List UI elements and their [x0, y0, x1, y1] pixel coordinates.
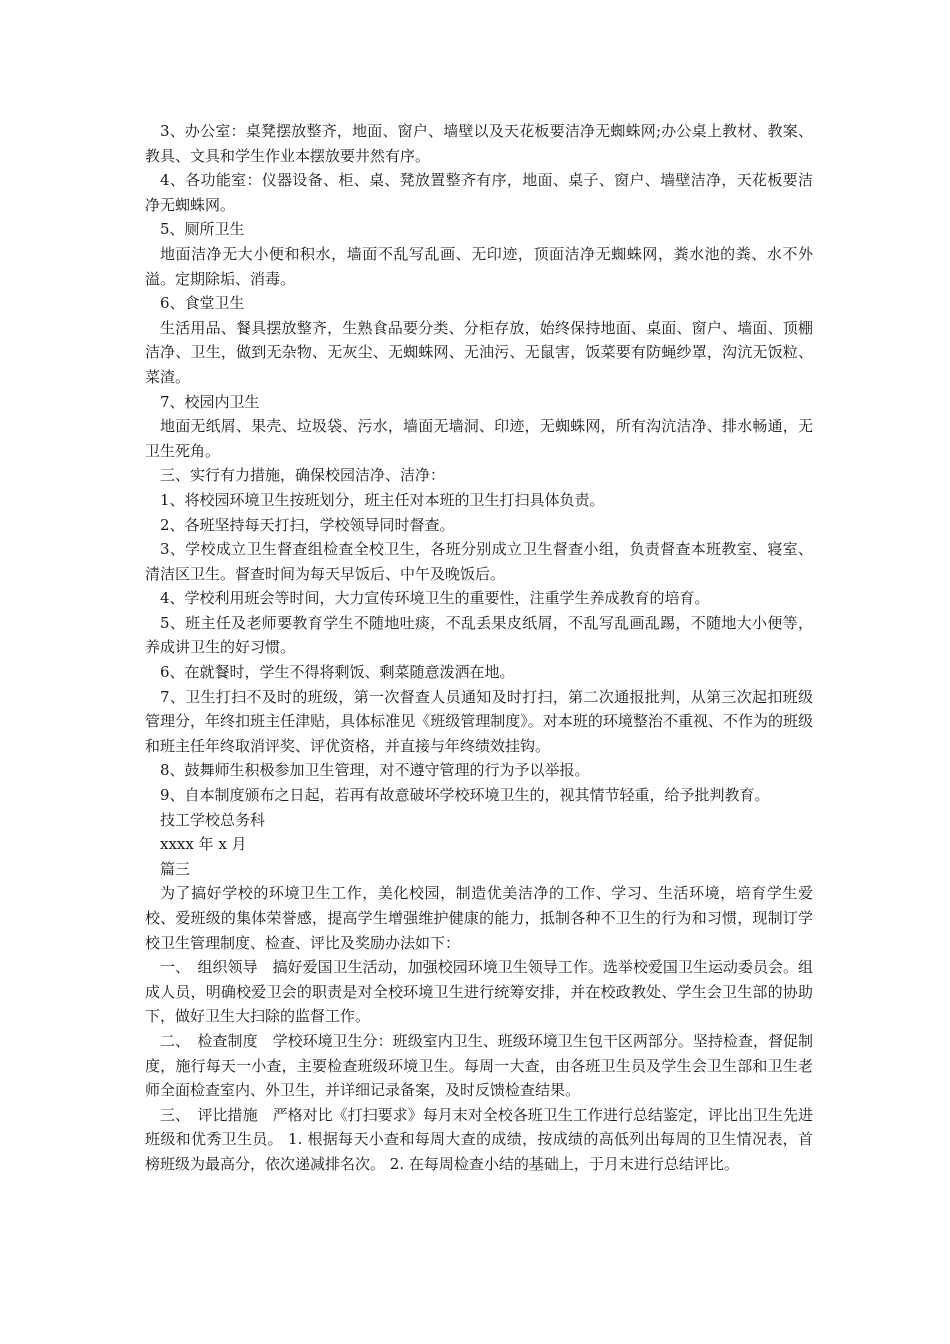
signature-date: xxxx 年 x 月 [160, 835, 247, 854]
paragraph: 三、 评比措施 严格对比《打扫要求》每月末对全校各班卫生工作进行总结鉴定，评比出卫生先进班级和优秀卫生员。 1. 根据每天小查和每周大查的成绩，按成绩的高低列出每周的卫生情况表，首榜班级为最高分，依次递减排名次。 2. 在每周检查小结的基础上，于月末进行总结评比。 [145, 1105, 813, 1173]
paragraph: 4、各功能室：仪器设备、柜、桌、凳放置整齐有序，地面、桌子、窗户、墙壁洁净，天花板要洁净无蜘蛛网。 [145, 171, 813, 214]
list-item: 3、学校成立卫生督查组检查全校卫生，各班分别成立卫生督查小组，负责督查本班教室、寝室、清洁区卫生。督查时间为每天早饭后、中午及晚饭后。 [145, 540, 813, 583]
section-heading: 5、厕所卫生 [160, 220, 245, 239]
signature-department: 技工学校总务科 [160, 810, 266, 829]
section-heading: 7、校园内卫生 [160, 392, 260, 411]
document-body [145, 119, 813, 1177]
list-item: 2、各班坚持每天打扫，学校领导同时督查。 [160, 515, 455, 534]
paragraph: 二、 检查制度 学校环境卫生分：班级室内卫生、班级环境卫生包干区两部分。坚持检查，督促制度，施行每天一小查，主要检查班级环境卫生。每周一大查，由各班卫生员及学生会卫生部和卫生老师全面检查室内、外卫生，并详细记录备案，及时反馈检查结果。 [145, 1031, 813, 1100]
list-item: 1、将校园环境卫生按班划分，班主任对本班的卫生打扫具体负责。 [160, 490, 605, 509]
paragraph: 生活用品、餐具摆放整齐，生熟食品要分类、分柜存放，始终保持地面、桌面、窗户、墙面、顶棚洁净、卫生，做到无杂物、无灰尘、无蜘蛛网、无油污、无鼠害，饭菜要有防蝇纱罩，沟沆无饭粒、菜渣。 [145, 318, 813, 386]
section-heading: 三、实行有力措施，确保校园洁净、洁净： [160, 466, 446, 485]
list-item: 5、班主任及老师要教育学生不随地吐痰，不乱丢果皮纸屑，不乱写乱画乱踢，不随地大小便等，养成讲卫生的好习惯。 [145, 613, 813, 657]
list-item: 9、自本制度颁布之日起，若再有故意破坏学校环境卫生的，视其情节轻重，给予批判教育。 [160, 786, 770, 805]
paragraph: 一、 组织领导 搞好爱国卫生活动，加强校园环境卫生领导工作。选举校爱国卫生运动委员会。组成人员，明确校爱卫会的职责是对全校环境卫生进行统筹安排，并在校政教处、学生会卫生部的协助下，做好卫生大扫除的监督工作。 [145, 958, 813, 1026]
section-heading: 6、食堂卫生 [160, 294, 245, 313]
paragraph: 地面无纸屑、果壳、垃圾袋、污水，墙面无墙洞、印迹，无蜘蛛网，所有沟沆洁净、排水畅通，无卫生死角。 [145, 417, 813, 460]
section-title: 篇三 [160, 859, 191, 878]
paragraph: 为了搞好学校的环境卫生工作，美化校园，制造优美洁净的工作、学习、生活环境，培育学生爱校、爱班级的集体荣誉感，提高学生增强维护健康的能力，抵制各种不卫生的行为和习惯，现制订学校卫生管理制度、检查、评比及奖励办法如下： [145, 884, 813, 952]
list-item: 8、鼓舞师生积极参加卫生管理，对不遵守管理的行为予以举报。 [160, 761, 590, 780]
paragraph: 3、办公室：桌凳摆放整齐，地面、窗户、墙壁以及天花板要洁净无蜘蛛网;办公桌上教材、教案、教具、文具和学生作业本摆放要井然有序。 [145, 122, 813, 165]
paragraph: 地面洁净无大小便和积水，墙面不乱写乱画、无印迹，顶面洁净无蜘蛛网，粪水池的粪、水不外溢。定期除垢、消毒。 [145, 244, 813, 288]
list-item: 4、学校利用班会等时间，大力宣传环境卫生的重要性，注重学生养成教育的培育。 [160, 589, 710, 608]
list-item: 6、在就餐时，学生不得将剩饭、剩菜随意泼洒在地。 [160, 663, 515, 682]
list-item: 7、卫生打扫不及时的班级，第一次督查人员通知及时打扫，第二次通报批判，从第三次起扣班级管理分，年终扣班主任津贴，具体标准见《班级管理制度》。对本班的环境整治不重视、不作为的班级和班主任年终取消评奖、评优资格，并直接与年终绩效挂钩。 [145, 687, 813, 755]
